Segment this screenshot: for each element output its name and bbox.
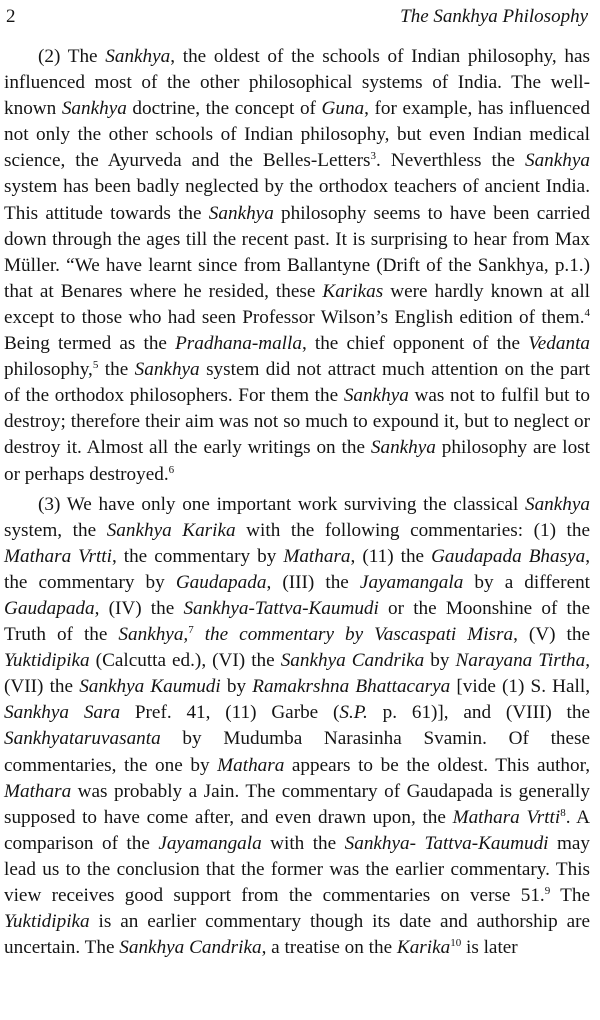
text-run: , (11) the <box>350 545 432 567</box>
text-run: , (IV) the <box>94 597 184 619</box>
text-run: (Calcutta ed.), (VI) the <box>89 650 281 672</box>
italic-run: Sankhya, <box>118 624 189 646</box>
text-run: is later <box>461 937 518 959</box>
text-run: , the commentary by <box>4 545 590 593</box>
text-run: was not to fulfil but to destroy; therefore their aim was not so much to expound it, but to neglect or destroy it. Almost all the early writings on the <box>4 385 591 459</box>
text-run: . Neverthless the <box>376 150 525 172</box>
italic-run: Vedanta <box>528 333 591 355</box>
italic-run: Narayana Tirtha <box>455 650 586 672</box>
italic-run: the commentary by Vascaspati Misra <box>193 624 514 646</box>
paragraph-2 <box>4 44 590 488</box>
italic-run: Sankhya <box>61 98 127 120</box>
text-run: , (III) the <box>266 571 360 593</box>
text-run: appears to be the oldest. This author, <box>284 754 591 776</box>
text-run: were hardly known at all except to those who had seen Professor Wilson’s English edition of them. <box>4 280 591 328</box>
italic-run: S.P. <box>339 702 368 724</box>
text-run: by Mudumba Narasinha Svamin. Of these commentaries, the one by <box>4 728 590 776</box>
text-run: is an earlier commentary though its date and authorship are uncertain. The <box>4 911 590 959</box>
text-run: philosophy seems to have been carried down through the ages till the recent past. It is surprising to hear from Max Müller. “We have learnt since from Ballantyne (Drift of the Sankhya, p.1.) that at Benares where he resided, these <box>4 202 590 302</box>
italic-run: Sankhya Sara <box>4 702 121 724</box>
text-run: by <box>220 676 253 698</box>
italic-run: Karikas <box>322 280 384 302</box>
text-run: (3) We have only one important work surviving the classical <box>38 493 525 515</box>
italic-run: Sankhya <box>524 150 590 172</box>
text-run: , the commentary by <box>111 545 284 567</box>
italic-run: Gaudapada <box>4 597 95 619</box>
italic-run: Mathara <box>4 780 72 802</box>
italic-run: Sankhya Karika <box>106 519 236 541</box>
italic-run: Jayamangala <box>158 832 262 854</box>
italic-run: Yuktidipika <box>4 911 90 933</box>
italic-run: Ramakrshna Bhattacarya <box>252 676 451 698</box>
footnote-ref: 7 <box>188 624 194 637</box>
text-run: may lead us to the conclusion that the former was the earlier commentary. This view receives good support from the commentaries on verse 51. <box>4 832 590 906</box>
text-run: with the <box>261 832 345 854</box>
text-run: system, the <box>4 519 107 541</box>
text-run: p. 61)], and (VIII) the <box>367 702 590 724</box>
paragraph-3 <box>4 492 590 962</box>
italic-run: Mathara Vrtti <box>4 545 112 567</box>
text-run: Being termed as the <box>4 333 176 355</box>
text-run: philosophy are lost or perhaps destroyed. <box>4 437 590 485</box>
footnote-ref: 9 <box>544 885 551 897</box>
italic-run: Sankhya <box>134 359 200 381</box>
italic-run: Sankhya <box>208 202 274 224</box>
italic-run: Gaudapada <box>175 571 267 593</box>
text-run: The <box>550 885 590 906</box>
italic-run: Mathara Vrtti <box>452 806 561 828</box>
italic-run: Mathara <box>217 754 285 776</box>
italic-run: Guna <box>321 98 365 120</box>
italic-run: Mathara <box>283 545 351 567</box>
italic-run: Sankhya Kaumudi <box>79 676 221 698</box>
text-run: , a treatise on the <box>261 937 397 959</box>
running-title: The Sankhya Philosophy <box>400 6 588 27</box>
body-text <box>4 44 590 965</box>
text-run: the <box>98 359 135 381</box>
text-run: , the oldest of the schools of Indian philosophy, has influenced most of the other philosophical systems of India. The well-known <box>4 46 590 120</box>
footnote-ref: 8 <box>560 806 566 819</box>
text-run: system has been badly neglected by the orthodox teachers of ancient India. This attitude towards the <box>4 176 590 224</box>
text-run: Pref. 41, (11) Garbe ( <box>120 702 340 724</box>
text-run: , the chief opponent of the <box>301 333 529 355</box>
italic-run: Jayamangala <box>359 571 464 593</box>
text-run: or the Moonshine of the Truth of the <box>4 597 590 646</box>
italic-run: Sankhya <box>105 46 171 67</box>
italic-run: Sankhya- Tattva-Kaumudi <box>344 832 549 854</box>
italic-run: Yuktidipika <box>4 650 90 672</box>
text-run: by <box>424 650 456 672</box>
text-run: by a different <box>463 571 591 593</box>
text-run: . A comparison of the <box>4 806 590 854</box>
text-run: philosophy, <box>4 359 93 381</box>
footnote-ref: 10 <box>450 937 462 950</box>
italic-run: Sankhya Candrika <box>280 650 425 672</box>
text-run: was probably a Jain. The commentary of Gaudapada is generally supposed to have come after, and even drawn upon, the <box>4 780 590 828</box>
page-number: 2 <box>6 6 16 27</box>
italic-run: Sankhya <box>343 385 409 407</box>
text-run: , (VII) the <box>4 650 591 698</box>
text-run: [vide (1) S. Hall, <box>450 676 590 698</box>
italic-run: Sankhya <box>524 493 590 515</box>
footnote-ref: 3 <box>370 150 377 163</box>
footnote-ref: 6 <box>168 463 175 476</box>
text-run: with the following commentaries: (1) the <box>235 519 590 541</box>
text-run: , for example, has influenced not only the other schools of Indian philosophy, but even Indian medical science, the Ayurveda and the Belles-Letters <box>4 98 591 172</box>
page-header <box>6 6 588 30</box>
italic-run: Sankhya-Tattva-Kaumudi <box>183 597 379 619</box>
italic-run: Sankhya Candrika <box>119 937 262 959</box>
italic-run: Gaudapada Bhasya <box>431 545 586 567</box>
text-run: , (V) the <box>513 624 590 646</box>
italic-run: Sankhyataruvasanta <box>4 728 161 750</box>
text-run: system did not attract much attention on the part of the orthodox philosophers. For them the <box>4 359 590 407</box>
footnote-ref: 5 <box>92 359 99 372</box>
text-run: (2) The <box>38 46 106 67</box>
italic-run: Sankhya <box>370 437 436 459</box>
text-run: doctrine, the concept of <box>126 98 322 120</box>
footnote-ref: 4 <box>584 306 590 319</box>
italic-run: Karika <box>396 937 451 959</box>
italic-run: Pradhana-malla <box>175 333 302 355</box>
